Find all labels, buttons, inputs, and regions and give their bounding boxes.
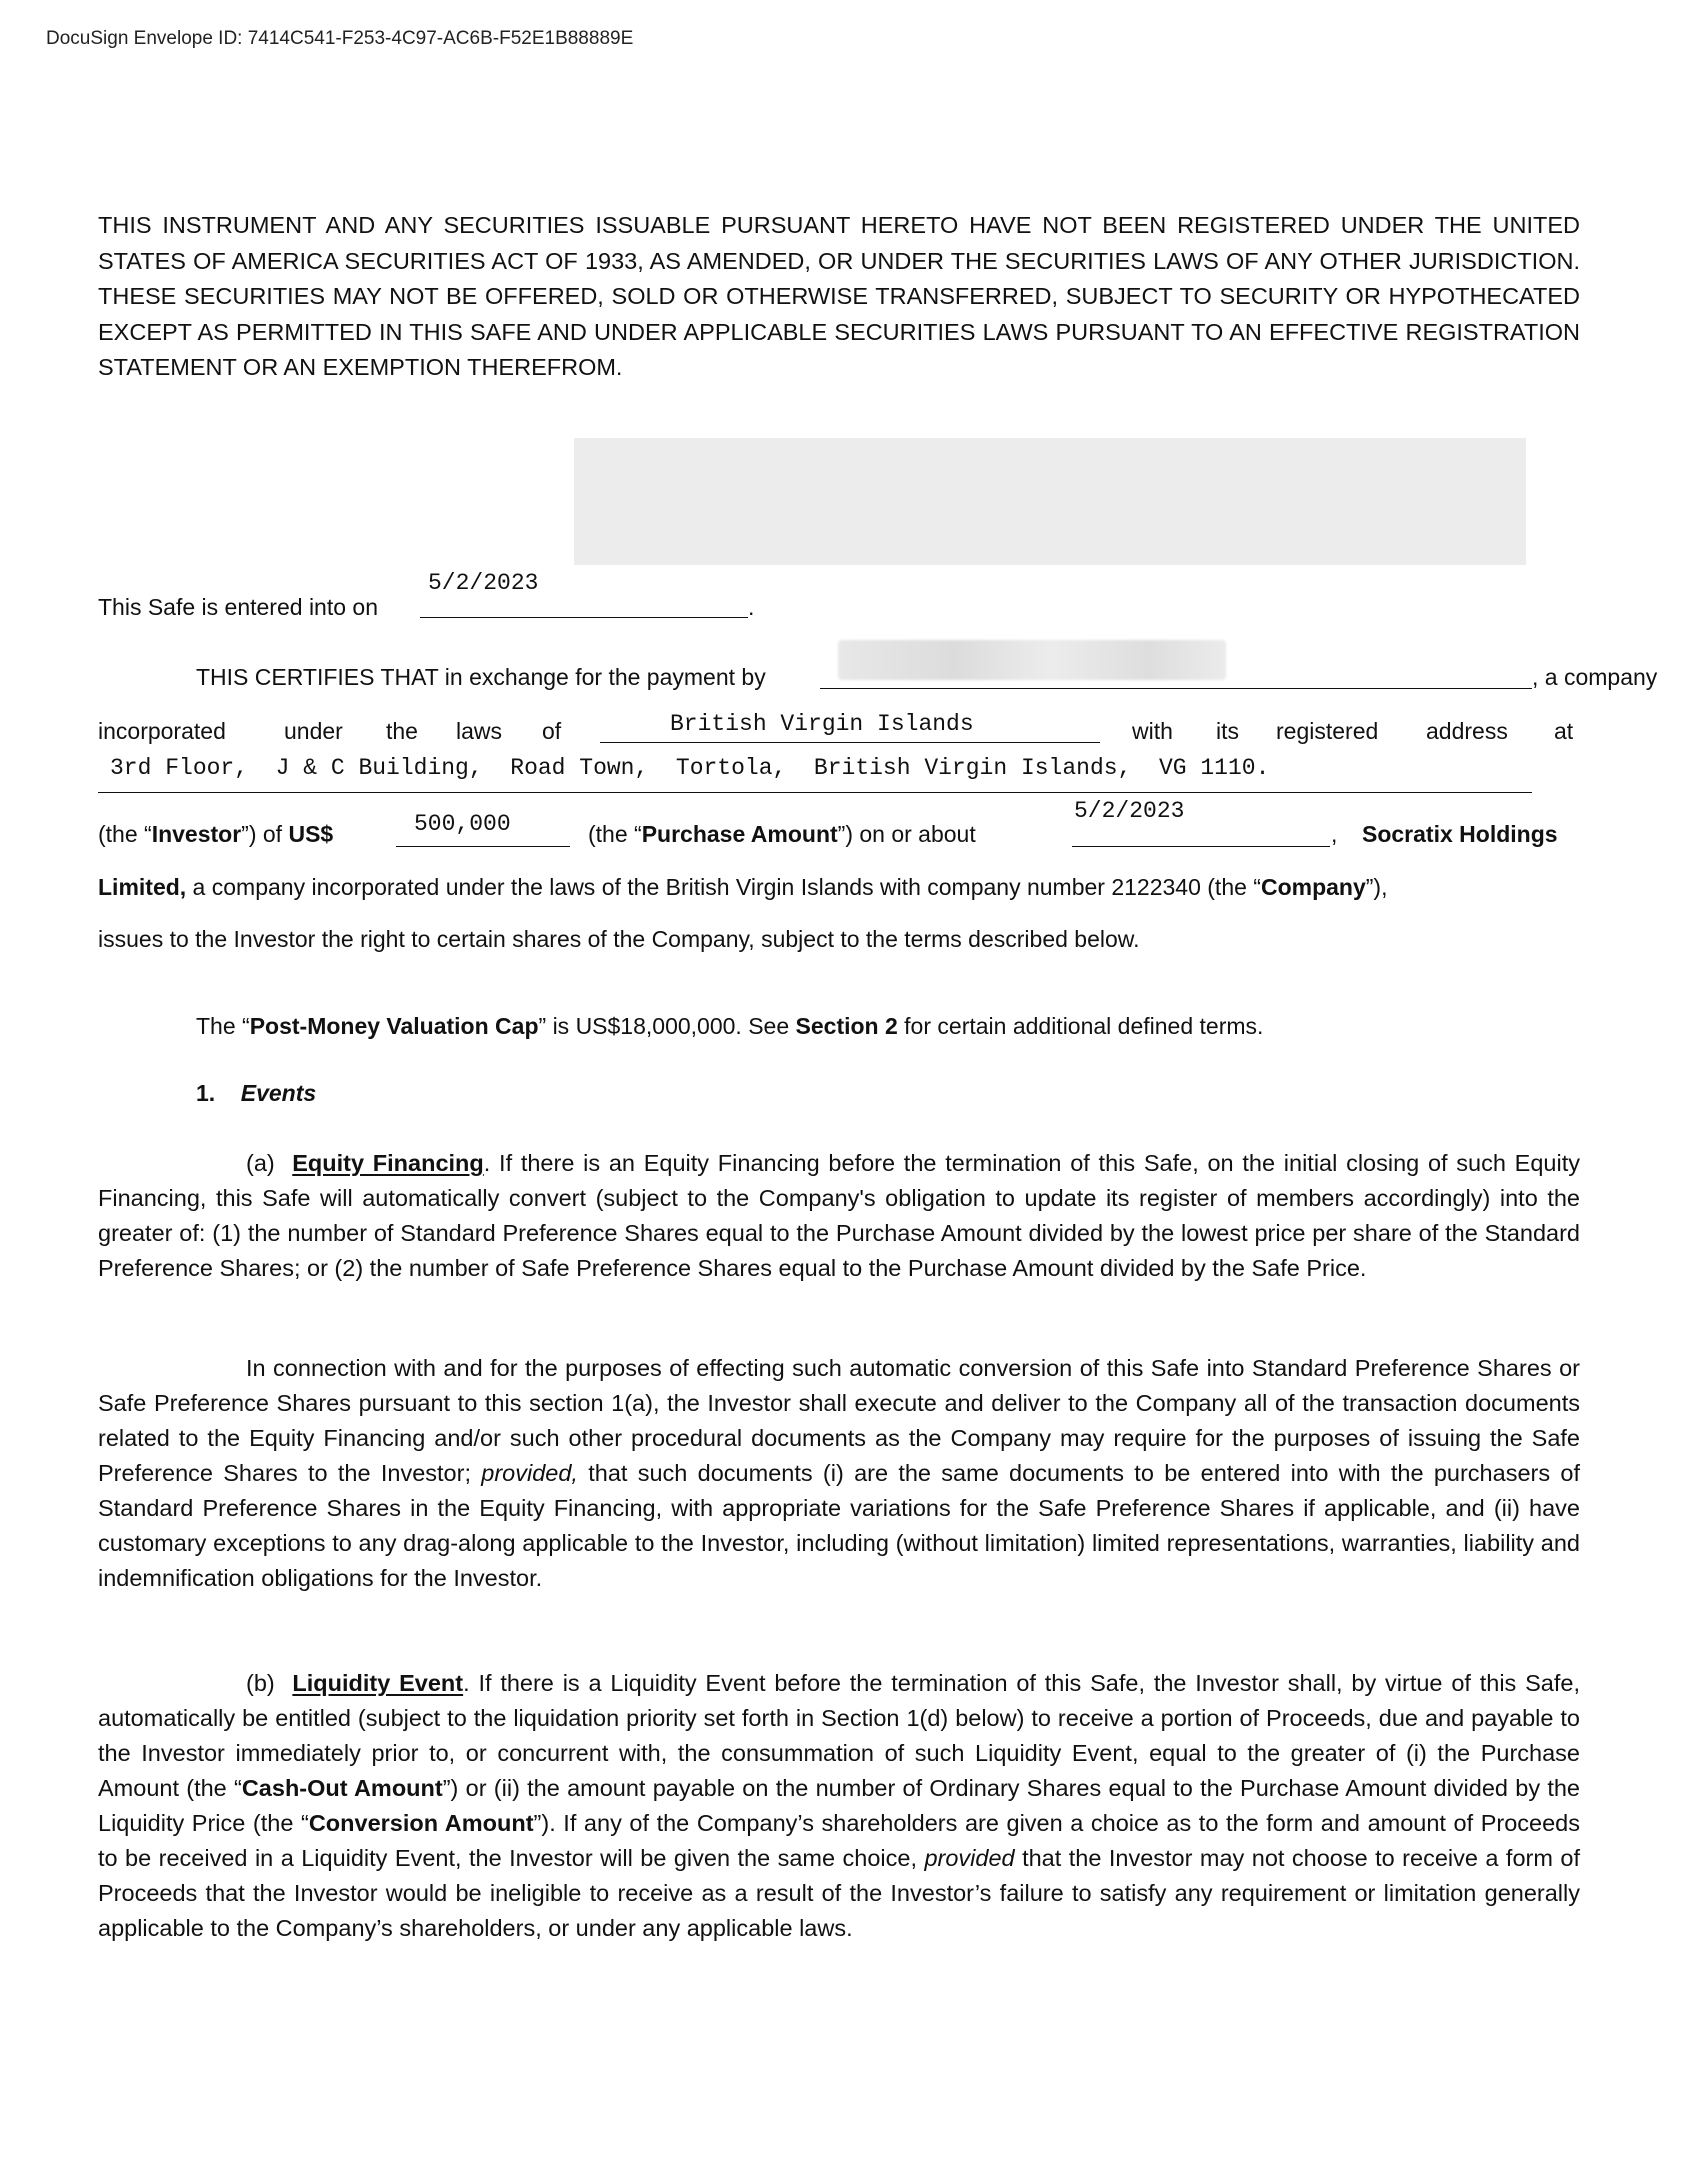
entered-into-label: This Safe is entered into on [98,594,378,620]
company-line-text1: a company incorporated under the laws of the British Virgin Islands with company number 2122340 (the “ [186,874,1261,900]
registered-word: registered [1276,718,1379,744]
company-line [98,870,1387,905]
investor-line-part4: ”) on or about [837,821,976,847]
paragraph-a-equity-financing [98,1146,1580,1286]
purchase-date-value: 5/2/2023 [1074,798,1185,824]
paragraph-b-label: (b) [246,1670,275,1696]
purchase-amount-value: 500,000 [414,811,511,837]
liquidity-event-heading: Liquidity Event [292,1670,464,1696]
redacted-block [574,438,1526,565]
the-word: the [386,718,418,744]
entered-period: . [748,594,755,620]
company-name-part2: Limited, [98,874,187,900]
redacted-investor-name [838,640,1226,680]
address-word: address [1426,718,1508,744]
connection-text1: In connection with and for the purposes of effecting such automatic conversion of this Safe into Standard Preference Shares or Safe Preference Shares pursuant to this section 1(a), the Investor shall execute and deliver to the Company all of the transaction documents related to the Equity Financing and/or such other procedural documents as the Company may require for the purposes of issuing the Safe Preference Shares to the Investor; [98,1355,1580,1486]
entered-date-value: 5/2/2023 [428,570,539,596]
valuation-cap-line [196,1009,1263,1044]
usd-label: US$ [288,821,334,847]
issues-line: issues to the Investor the right to certain shares of the Company, subject to the terms described below. [98,926,1140,952]
valuation-text2: ” is US$18,000,000. See [538,1013,796,1039]
with-word: with [1132,718,1173,744]
purchase-amount-term-line [588,817,976,852]
connection-provided: provided, [481,1460,578,1486]
of-word: of [542,718,562,744]
equity-financing-heading: Equity Financing [292,1150,484,1176]
jurisdiction-underline [600,742,1100,743]
paragraph-b-liquidity-event [98,1666,1580,1946]
registered-address-value: 3rd Floor, J & C Building, Road Town, Tortola, British Virgin Islands, VG 1110. [110,755,1270,781]
address-underline [98,792,1532,793]
section-1-heading [196,1076,316,1111]
valuation-cap-term: Post-Money Valuation Cap [249,1013,539,1039]
purchase-date-comma: , [1331,821,1338,847]
section-2-reference: Section 2 [795,1013,898,1039]
investor-line-part3: (the “ [588,821,642,847]
docusign-envelope-id: DocuSign Envelope ID: 7414C541-F253-4C97-AC6B-F52E1B88889E [46,28,634,49]
laws-word: laws [456,718,503,744]
investor-line-part1: (the “ [98,821,152,847]
a-company-text: , a company [1532,664,1658,690]
paragraph-conversion-connection [98,1351,1580,1596]
purchase-amount-term: Purchase Amount [641,821,838,847]
company-line-text2: ”), [1365,874,1388,900]
paragraph-a-label: (a) [246,1150,275,1176]
investor-line [98,817,333,852]
jurisdiction-value: British Virgin Islands [670,711,974,737]
payer-underline [820,688,1532,689]
incorporated-word: incorporated [98,718,226,744]
conversion-amount-term: Conversion Amount [308,1810,534,1836]
securities-legend: THIS INSTRUMENT AND ANY SECURITIES ISSUABLE PURSUANT HERETO HAVE NOT BEEN REGISTERED UNDER THE UNITED STATES OF AMERICA SECURITIES ACT OF 1933, AS AMENDED, OR UNDER THE SECURITIES LAWS OF ANY OTHER JURISDICTION. THESE SECURITIES MAY NOT BE OFFERED, SOLD OR OTHERWISE TRANSFERRED, SUBJECT TO SECURITY OR HYPOTHECATED EXCEPT AS PERMITTED IN THIS SAFE AND UNDER APPLICABLE SECURITIES LAWS PURSUANT TO AN EFFECTIVE REGISTRATION STATEMENT OR AN EXEMPTION THEREFROM. [98,212,1580,380]
company-term: Company [1260,874,1366,900]
paragraph-b-text3: ”). If any of the Company’s shareholders are given a choice as to the form and amount of Proceeds to be received in a Liquidity Event, the Investor will be given the same choice, [98,1810,1580,1871]
its-word: its [1216,718,1239,744]
company-name-part1: Socratix Holdings [1362,821,1558,847]
amount-underline [396,846,570,847]
paragraph-b-text1: . If there is a Liquidity Event before the termination of this Safe, the Investor shall, by virtue of this Safe, automatically be entitled (subject to the liquidation priority set forth in Section 1(d) below) to receive a portion of Proceeds, due and payable to the Investor immediately prior to, or concurrent with, the consummation of such Liquidity Event, equal to the greater of (i) the Purchase Amount (the “ [98,1670,1580,1801]
investor-term: Investor [151,821,242,847]
paragraph-b-text2: ”) or (ii) the amount payable on the number of Ordinary Shares equal to the Purchase Amount divided by the Liquidity Price (the “ [98,1775,1580,1836]
valuation-text3: for certain additional defined terms. [897,1013,1264,1039]
under-word: under [284,718,343,744]
investor-line-part2: ”) of [241,821,289,847]
paragraph-a-body: . If there is an Equity Financing before the termination of this Safe, on the initial closing of such Equity Financing, this Safe will automatically convert (subject to the Company's obligation to update its register of members accordingly) into the greater of: (1) the number of Standard Preference Shares equal to the Purchase Amount divided by the lowest price per share of the Standard Preference Shares; or (2) the number of Safe Preference Shares equal to the Purchase Amount divided by the Safe Price. [98,1150,1580,1281]
certifies-text: THIS CERTIFIES THAT in exchange for the payment by [196,664,766,690]
section-1-number: 1. [196,1080,216,1106]
cash-out-amount-term: Cash-Out Amount [241,1775,443,1801]
entered-date-underline [420,617,748,618]
purchase-date-underline [1072,846,1330,847]
at-word: at [1554,718,1574,744]
connection-text2: that such documents (i) are the same documents to be entered into with the purchasers of Standard Preference Shares in the Equity Financing, with appropriate variations for the Safe Preference Shares if applicable, and (ii) have customary exceptions to any drag-along applicable to the Investor, including (without limitation) limited representations, warranties, liability and indemnification obligations for the Investor. [98,1460,1580,1591]
valuation-text1: The “ [196,1013,250,1039]
paragraph-b-provided: provided [924,1845,1015,1871]
paragraph-b-text4: that the Investor may not choose to receive a form of Proceeds that the Investor would be ineligible to receive as a result of the Investor’s failure to satisfy any requirement or limitation generally applicable to the Company’s shareholders, or under any applicable laws. [98,1845,1580,1941]
section-1-title: Events [240,1080,317,1106]
